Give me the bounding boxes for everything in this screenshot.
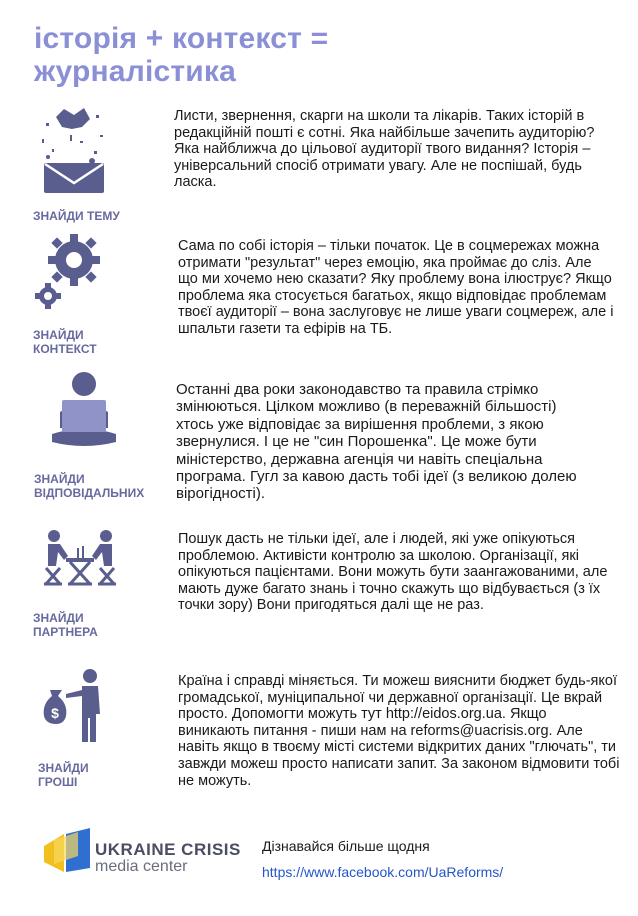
page-title xyxy=(34,22,328,88)
section-text-find-partner: Пошук дасть не тільки ідеї, але і людей, які уже опікуються проблемою. Активісти контролю за школою. Організації, які опікуються пацієнтами. Вони можуть бути заангажованими, але мають дуже багато знань і точно скажуть що відбувається (з їх точки зору) Вони пригодяться далі ще не раз. xyxy=(178,531,608,614)
person-laptop-icon xyxy=(46,368,122,452)
section-text-find-context: Сама по собі історія – тільки початок. Це в соцмережах можна отримати "результат" через емоцію, яка проймає до сліз. Але що ми хочемо нею сказати? Яку проблему вона ілюструє? Якщо проблема яка стосується багатьох, якщо відповідає проблемам твоєї аудиторії – вона заслуговує не лише уваги соцмереж, але і шпальти газети та ефірів на ТБ. xyxy=(178,238,614,337)
section-label-find-topic: ЗНАЙДИ ТЕМУ xyxy=(33,209,120,223)
meeting-table-icon xyxy=(42,526,118,588)
gears-icon xyxy=(34,232,114,314)
logo-line-2: media center xyxy=(95,858,188,875)
money-bag-icon xyxy=(40,668,110,744)
facebook-link[interactable]: https://www.facebook.com/UaReforms/ xyxy=(262,864,504,880)
title-line-1: історія + контекст = xyxy=(34,22,329,55)
title-line-2: журналістика xyxy=(34,55,236,88)
section-text-find-money: Країна і справді міняється. Ти можеш вияснити бюджет будь-якої громадської, муніципальної чи державної організації. Це вкрай просто. Допомогти можуть тут http://eidos.org.ua. Якщо виникають питання - пиши нам на reforms@uacrisis.org. Але навіть якщо в твоєму місті системи відкритих даних "глючать", ти завжди можеш просто написати запит. За законом відмовити тобі не можуть. xyxy=(178,673,620,789)
section-label-find-money: ЗНАЙДИ ГРОШІ xyxy=(38,761,89,789)
section-label-find-responsible: ЗНАЙДИ ВІДПОВІДАЛЬНИХ xyxy=(34,472,145,500)
footer-daily-text: Дізнавайся більше щодня xyxy=(262,838,430,854)
section-label-find-context: ЗНАЙДИ КОНТЕКСТ xyxy=(33,328,97,356)
ukraine-crisis-logo-icon xyxy=(40,828,100,878)
envelope-icon xyxy=(34,105,114,195)
svg-text:$: $ xyxy=(51,705,59,721)
logo-line-1: UKRAINE CRISIS xyxy=(95,840,241,859)
section-text-find-topic: Листи, звернення, скарги на школи та лікарів. Таких історій в редакційній пошті є сотні. Яка найбільше зачепить аудиторію? Яка найближча до цільової аудиторії твого видання? Історія – універсальний спосіб отримати увагу. Але не поспішай, будь ласка. xyxy=(174,108,595,191)
section-text-find-responsible: Останні два роки законодавство та правила стрімко змінюються. Цілком можливо (в переважній більшості) хтось уже відповідає за вирішення проблеми, з якою звернулися. І це не "син Порошенка". Це може бути міністерство, державна агенція чи навіть спеціальна програма. Гугл за кавою дасть тобі ідеї (з великою долею вірогідності). xyxy=(176,381,577,503)
section-label-find-partner: ЗНАЙДИ ПАРТНЕРА xyxy=(33,611,98,639)
